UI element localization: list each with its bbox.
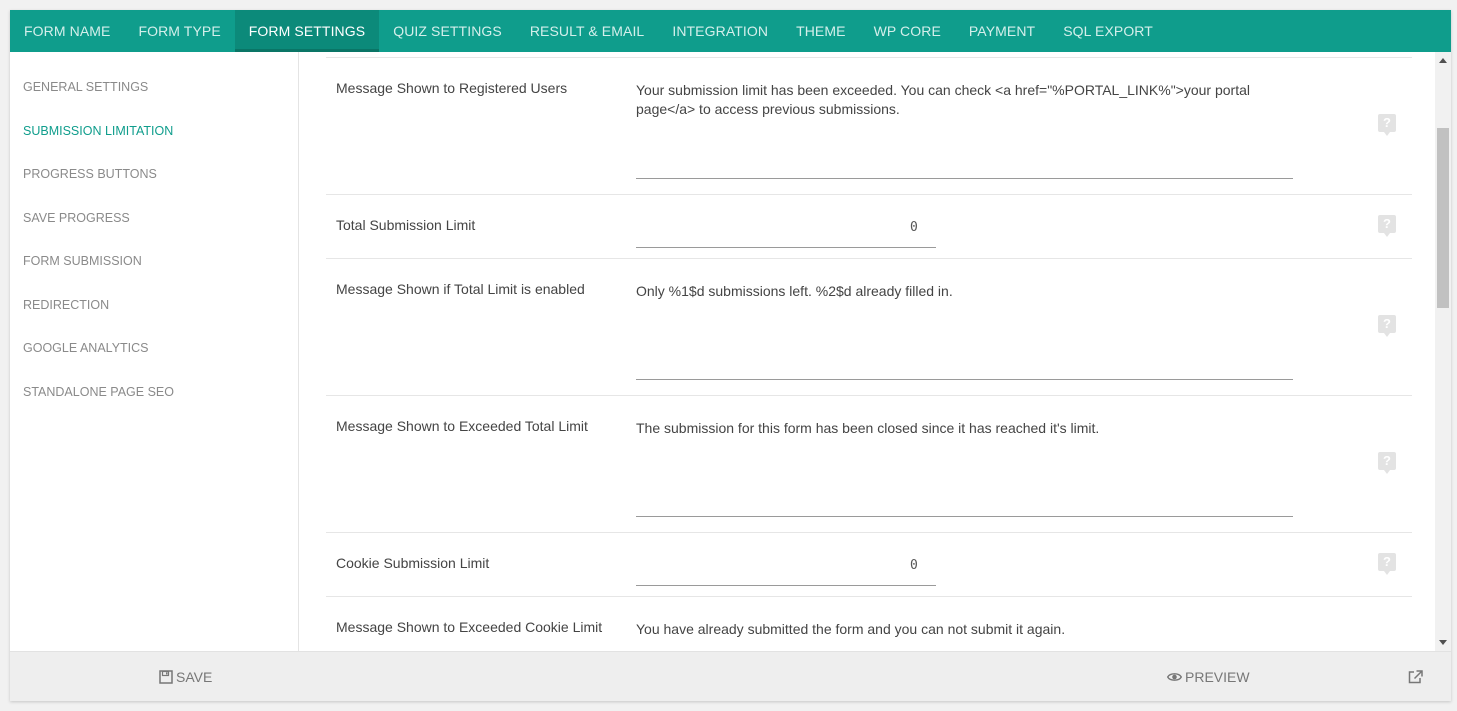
total-limit-message-field[interactable]: Only %1$d submissions left. %2$d already filled in. xyxy=(636,283,953,299)
floppy-disk-icon xyxy=(159,670,173,684)
field-underline xyxy=(636,247,936,248)
registered-users-message-row xyxy=(326,58,1412,195)
help-icon[interactable]: ? xyxy=(1378,452,1396,470)
total-submission-limit-input[interactable]: 0 xyxy=(910,220,918,235)
settings-sidebar xyxy=(10,52,299,651)
total-limit-message-row xyxy=(326,259,1412,396)
cookie-submission-limit-input[interactable]: 0 xyxy=(910,558,918,573)
exceeded-cookie-limit-message-field[interactable]: You have already submitted the form and you can not submit it again. xyxy=(636,621,1066,637)
tab-integration[interactable]: INTEGRATION xyxy=(672,23,769,39)
sidebar-item-general-settings[interactable]: GENERAL SETTINGS xyxy=(23,80,149,94)
field-underline xyxy=(636,178,1293,179)
form-editor-window xyxy=(10,10,1451,701)
tab-form-name[interactable]: FORM NAME xyxy=(24,23,111,39)
exceeded-cookie-limit-message-row xyxy=(326,597,1412,651)
registered-users-message-line2: page</a> to access previous submissions. xyxy=(636,101,900,117)
tab-quiz-settings[interactable]: QUIZ SETTINGS xyxy=(393,23,502,39)
total-submission-limit-row xyxy=(326,195,1412,259)
registered-users-message-label: Message Shown to Registered Users xyxy=(336,80,568,96)
help-icon[interactable]: ? xyxy=(1378,315,1396,333)
total-submission-limit-label: Total Submission Limit xyxy=(336,217,476,233)
registered-users-message-field[interactable] xyxy=(636,81,1296,119)
exceeded-total-limit-message-row xyxy=(326,396,1412,533)
sidebar-item-standalone-page-seo[interactable]: STANDALONE PAGE SEO xyxy=(23,385,174,399)
tab-wp-core[interactable]: WP CORE xyxy=(873,23,941,39)
open-external-button[interactable] xyxy=(1408,652,1426,702)
total-limit-message-label: Message Shown if Total Limit is enabled xyxy=(336,281,585,297)
sidebar-item-submission-limitation[interactable]: SUBMISSION LIMITATION xyxy=(23,124,174,138)
exceeded-cookie-limit-message-label: Message Shown to Exceeded Cookie Limit xyxy=(336,619,603,635)
exceeded-total-limit-message-label: Message Shown to Exceeded Total Limit xyxy=(336,418,588,434)
registered-users-message-line1: Your submission limit has been exceeded. You can check <a href="%PORTAL_LINK%">your portal xyxy=(636,82,1250,98)
help-icon[interactable]: ? xyxy=(1378,553,1396,571)
help-icon[interactable]: ? xyxy=(1378,114,1396,132)
settings-panel xyxy=(300,52,1435,651)
save-label: SAVE xyxy=(176,669,213,685)
scrollbar-thumb[interactable] xyxy=(1437,128,1449,308)
field-underline xyxy=(636,516,1293,517)
field-underline xyxy=(636,379,1293,380)
field-underline xyxy=(636,585,936,586)
eye-icon xyxy=(1167,671,1182,683)
top-nav xyxy=(10,10,1451,52)
save-button[interactable] xyxy=(159,652,212,702)
tab-sql-export[interactable]: SQL EXPORT xyxy=(1063,23,1153,39)
sidebar-item-progress-buttons[interactable]: PROGRESS BUTTONS xyxy=(23,167,157,181)
tab-payment[interactable]: PAYMENT xyxy=(968,23,1036,39)
preview-button[interactable] xyxy=(1167,652,1250,702)
sidebar-item-google-analytics[interactable]: GOOGLE ANALYTICS xyxy=(23,341,149,355)
scroll-down-icon[interactable] xyxy=(1439,640,1447,645)
sidebar-item-save-progress[interactable]: SAVE PROGRESS xyxy=(23,211,130,225)
exceeded-total-limit-message-field[interactable]: The submission for this form has been closed since it has reached it's limit. xyxy=(636,420,1100,436)
scroll-up-icon[interactable] xyxy=(1439,58,1447,63)
external-link-icon xyxy=(1408,670,1423,684)
action-bar xyxy=(10,651,1451,701)
sidebar-item-redirection[interactable]: REDIRECTION xyxy=(23,298,110,312)
tab-form-settings[interactable]: FORM SETTINGS xyxy=(235,10,379,52)
cookie-submission-limit-label: Cookie Submission Limit xyxy=(336,555,490,571)
help-icon[interactable]: ? xyxy=(1378,215,1396,233)
cookie-submission-limit-row xyxy=(326,533,1412,597)
preview-label: PREVIEW xyxy=(1185,669,1250,685)
settings-scrollbar[interactable] xyxy=(1435,52,1451,651)
tab-theme[interactable]: THEME xyxy=(796,23,846,39)
sidebar-item-form-submission[interactable]: FORM SUBMISSION xyxy=(23,254,142,268)
tab-result-email[interactable]: RESULT & EMAIL xyxy=(529,23,645,39)
tab-form-type[interactable]: FORM TYPE xyxy=(138,23,221,39)
